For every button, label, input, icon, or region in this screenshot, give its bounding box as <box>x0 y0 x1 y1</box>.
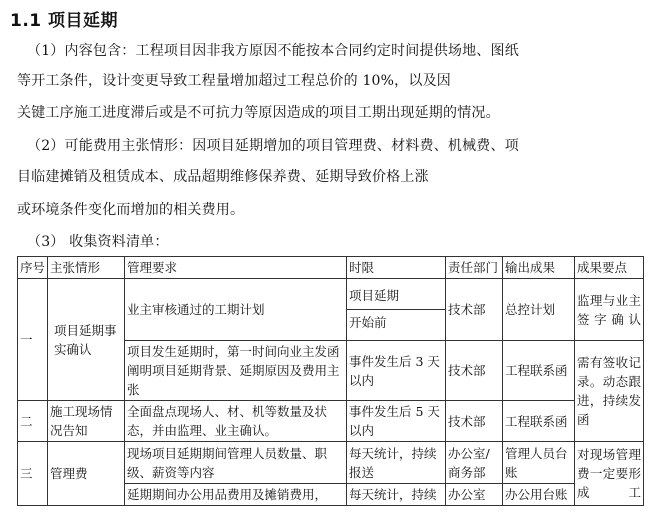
header-cell: 输出成果 <box>503 257 575 279</box>
table-row <box>18 442 644 484</box>
management-requirement: 延期期间办公用品费用及摊销费用， <box>125 484 347 506</box>
row-number: 二 <box>18 401 48 442</box>
section-title: 1.1 项目延期 <box>10 11 119 31</box>
output-result: 管理人员台账 <box>503 442 575 484</box>
time-limit-part: 开始前 <box>349 315 387 330</box>
time-limit: 事件发生后 3 天以内 <box>347 341 446 401</box>
output-result: 工程联系函 <box>503 341 575 401</box>
management-requirement: 现场项目延期期间管理人员数量、职级、薪资等内容 <box>125 442 347 484</box>
paragraph-2-line-2: 目临建摊销及租赁成本、成品超期维修保养费、延期导致价格上涨 <box>17 169 429 185</box>
output-result: 总控计划 <box>503 279 575 341</box>
management-requirement: 业主审核通过的工期计划 <box>125 279 347 341</box>
management-requirement: 全面盘点现场人、材、机等数量及状态，并由监理、业主确认。 <box>125 401 347 442</box>
paragraph-2-line-1: （2）可能费用主张情形：因项目延期增加的项目管理费、材料费、机械费、项 <box>27 138 519 154</box>
result-points: 对现场管理费一定要形成工 <box>575 442 644 506</box>
claim-case: 管理费 <box>48 442 125 506</box>
result-points: 监理与业主签字确认 <box>575 279 644 341</box>
time-limit-part: 项目延期 <box>347 283 445 310</box>
table-header-row <box>18 257 644 279</box>
responsible-dept: 技术部 <box>446 401 503 442</box>
header-cell: 序号 <box>18 257 48 279</box>
paragraph-1-line-2: 等开工条件，设计变更导致工程量增加超过工程总价的 10%，以及因 <box>17 73 451 89</box>
table-row <box>18 279 644 341</box>
time-limit <box>347 279 446 341</box>
paragraph-3: （3） 收集资料清单： <box>27 234 169 250</box>
output-result: 办公用台账 <box>503 484 575 506</box>
header-cell: 主张情形 <box>48 257 125 279</box>
time-limit: 每天统计，持续报送 <box>347 442 446 484</box>
header-cell: 时限 <box>347 257 446 279</box>
paragraph-1-line-3: 关键工序施工进度滞后或是不可抗力等原因造成的项目工期出现延期的情况。 <box>17 105 500 121</box>
time-limit: 事件发生后 5 天以内 <box>347 401 446 442</box>
paragraph-1-line-1: （1）内容包含：工程项目因非我方原因不能按本合同约定时间提供场地、图纸 <box>27 43 519 59</box>
row-number: 三 <box>18 442 48 506</box>
management-requirement: 项目发生延期时，第一时间向业主发函阐明项目延期背景、延期原因及费用主张 <box>125 341 347 401</box>
output-result: 工程联系函 <box>503 401 575 442</box>
claim-case: 施工现场情况告知 <box>48 401 125 442</box>
result-points: 需有签收记录。动态跟进，持续发函 <box>575 341 644 442</box>
time-limit: 每天统计，持续 <box>347 484 446 506</box>
claim-case: 项目延期事实确认 <box>48 279 125 401</box>
header-cell: 责任部门 <box>446 257 503 279</box>
header-cell: 管理要求 <box>125 257 347 279</box>
responsible-dept: 办公室/商务部 <box>446 442 503 484</box>
document-list-table <box>17 256 644 506</box>
responsible-dept: 技术部 <box>446 341 503 401</box>
row-number: 一 <box>18 279 48 401</box>
header-cell: 成果要点 <box>575 257 644 279</box>
responsible-dept: 技术部 <box>446 279 503 341</box>
paragraph-2-line-3: 或环境条件变化而增加的相关费用。 <box>17 202 245 218</box>
table-row <box>18 401 644 442</box>
responsible-dept: 办公室 <box>446 484 503 506</box>
